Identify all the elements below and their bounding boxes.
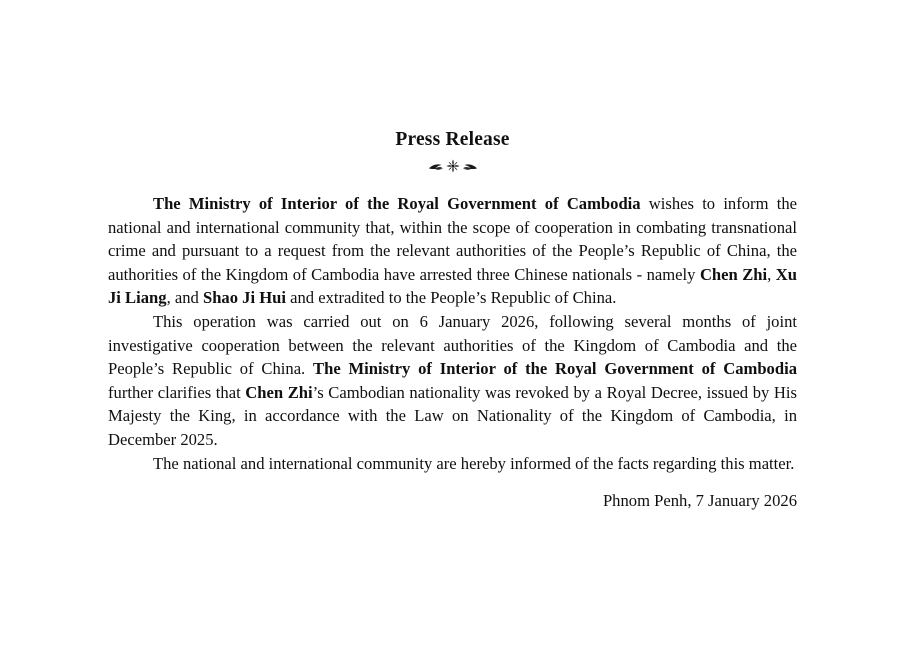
body-text-block	[108, 192, 797, 513]
emphasis-text: The Ministry of Interior of the Royal Government of Cambodia	[153, 194, 641, 213]
paragraph-operation-details	[108, 310, 797, 452]
body-text: and extradited to the People’s Republic of China.	[285, 288, 617, 308]
paragraph-closing-notice	[108, 452, 797, 476]
body-text: , and	[166, 288, 203, 308]
floral-fleuron-divider-icon	[427, 158, 479, 174]
title-block	[0, 128, 905, 174]
emphasis-text: Shao Ji Hui	[202, 288, 286, 308]
emphasis-text: Xu Ji Liang	[108, 264, 797, 308]
emphasis-text: The Ministry of Interior of the Royal Government of Cambodia	[313, 359, 797, 379]
emphasis-text: Chen Zhi	[699, 264, 768, 284]
body-text: This operation was carried out on 6 January 2026, following several months of joint investigative cooperation between the relevant authorities of the Kingdom of Cambodia and the People’s Republic of China.	[108, 311, 797, 379]
body-text: wishes to inform the national and international community that, within the scope of cooperation in combating transnational crime and pursuant to a request from the relevant authorities of the People’s Republic of China, the authorities of the Kingdom of Cambodia have arrested three Chinese nationals - namely	[108, 194, 797, 284]
body-text: The national and international community are hereby informed of the facts regarding this matter.	[153, 453, 795, 473]
dateline: Phnom Penh, 7 January 2026	[602, 491, 797, 511]
emphasis-text: Chen Zhi	[245, 382, 313, 402]
paragraph-arrest-announcement	[108, 192, 797, 310]
body-text: ,	[767, 264, 776, 284]
page-title: Press Release	[395, 129, 510, 150]
body-text: further clarifies that	[108, 382, 246, 402]
body-text: ’s Cambodian nationality was revoked by a Royal Decree, issued by His Majesty the King, in accordance with the Law on Nationality of the Kingdom of Cambodia, in December 2025.	[108, 382, 797, 449]
